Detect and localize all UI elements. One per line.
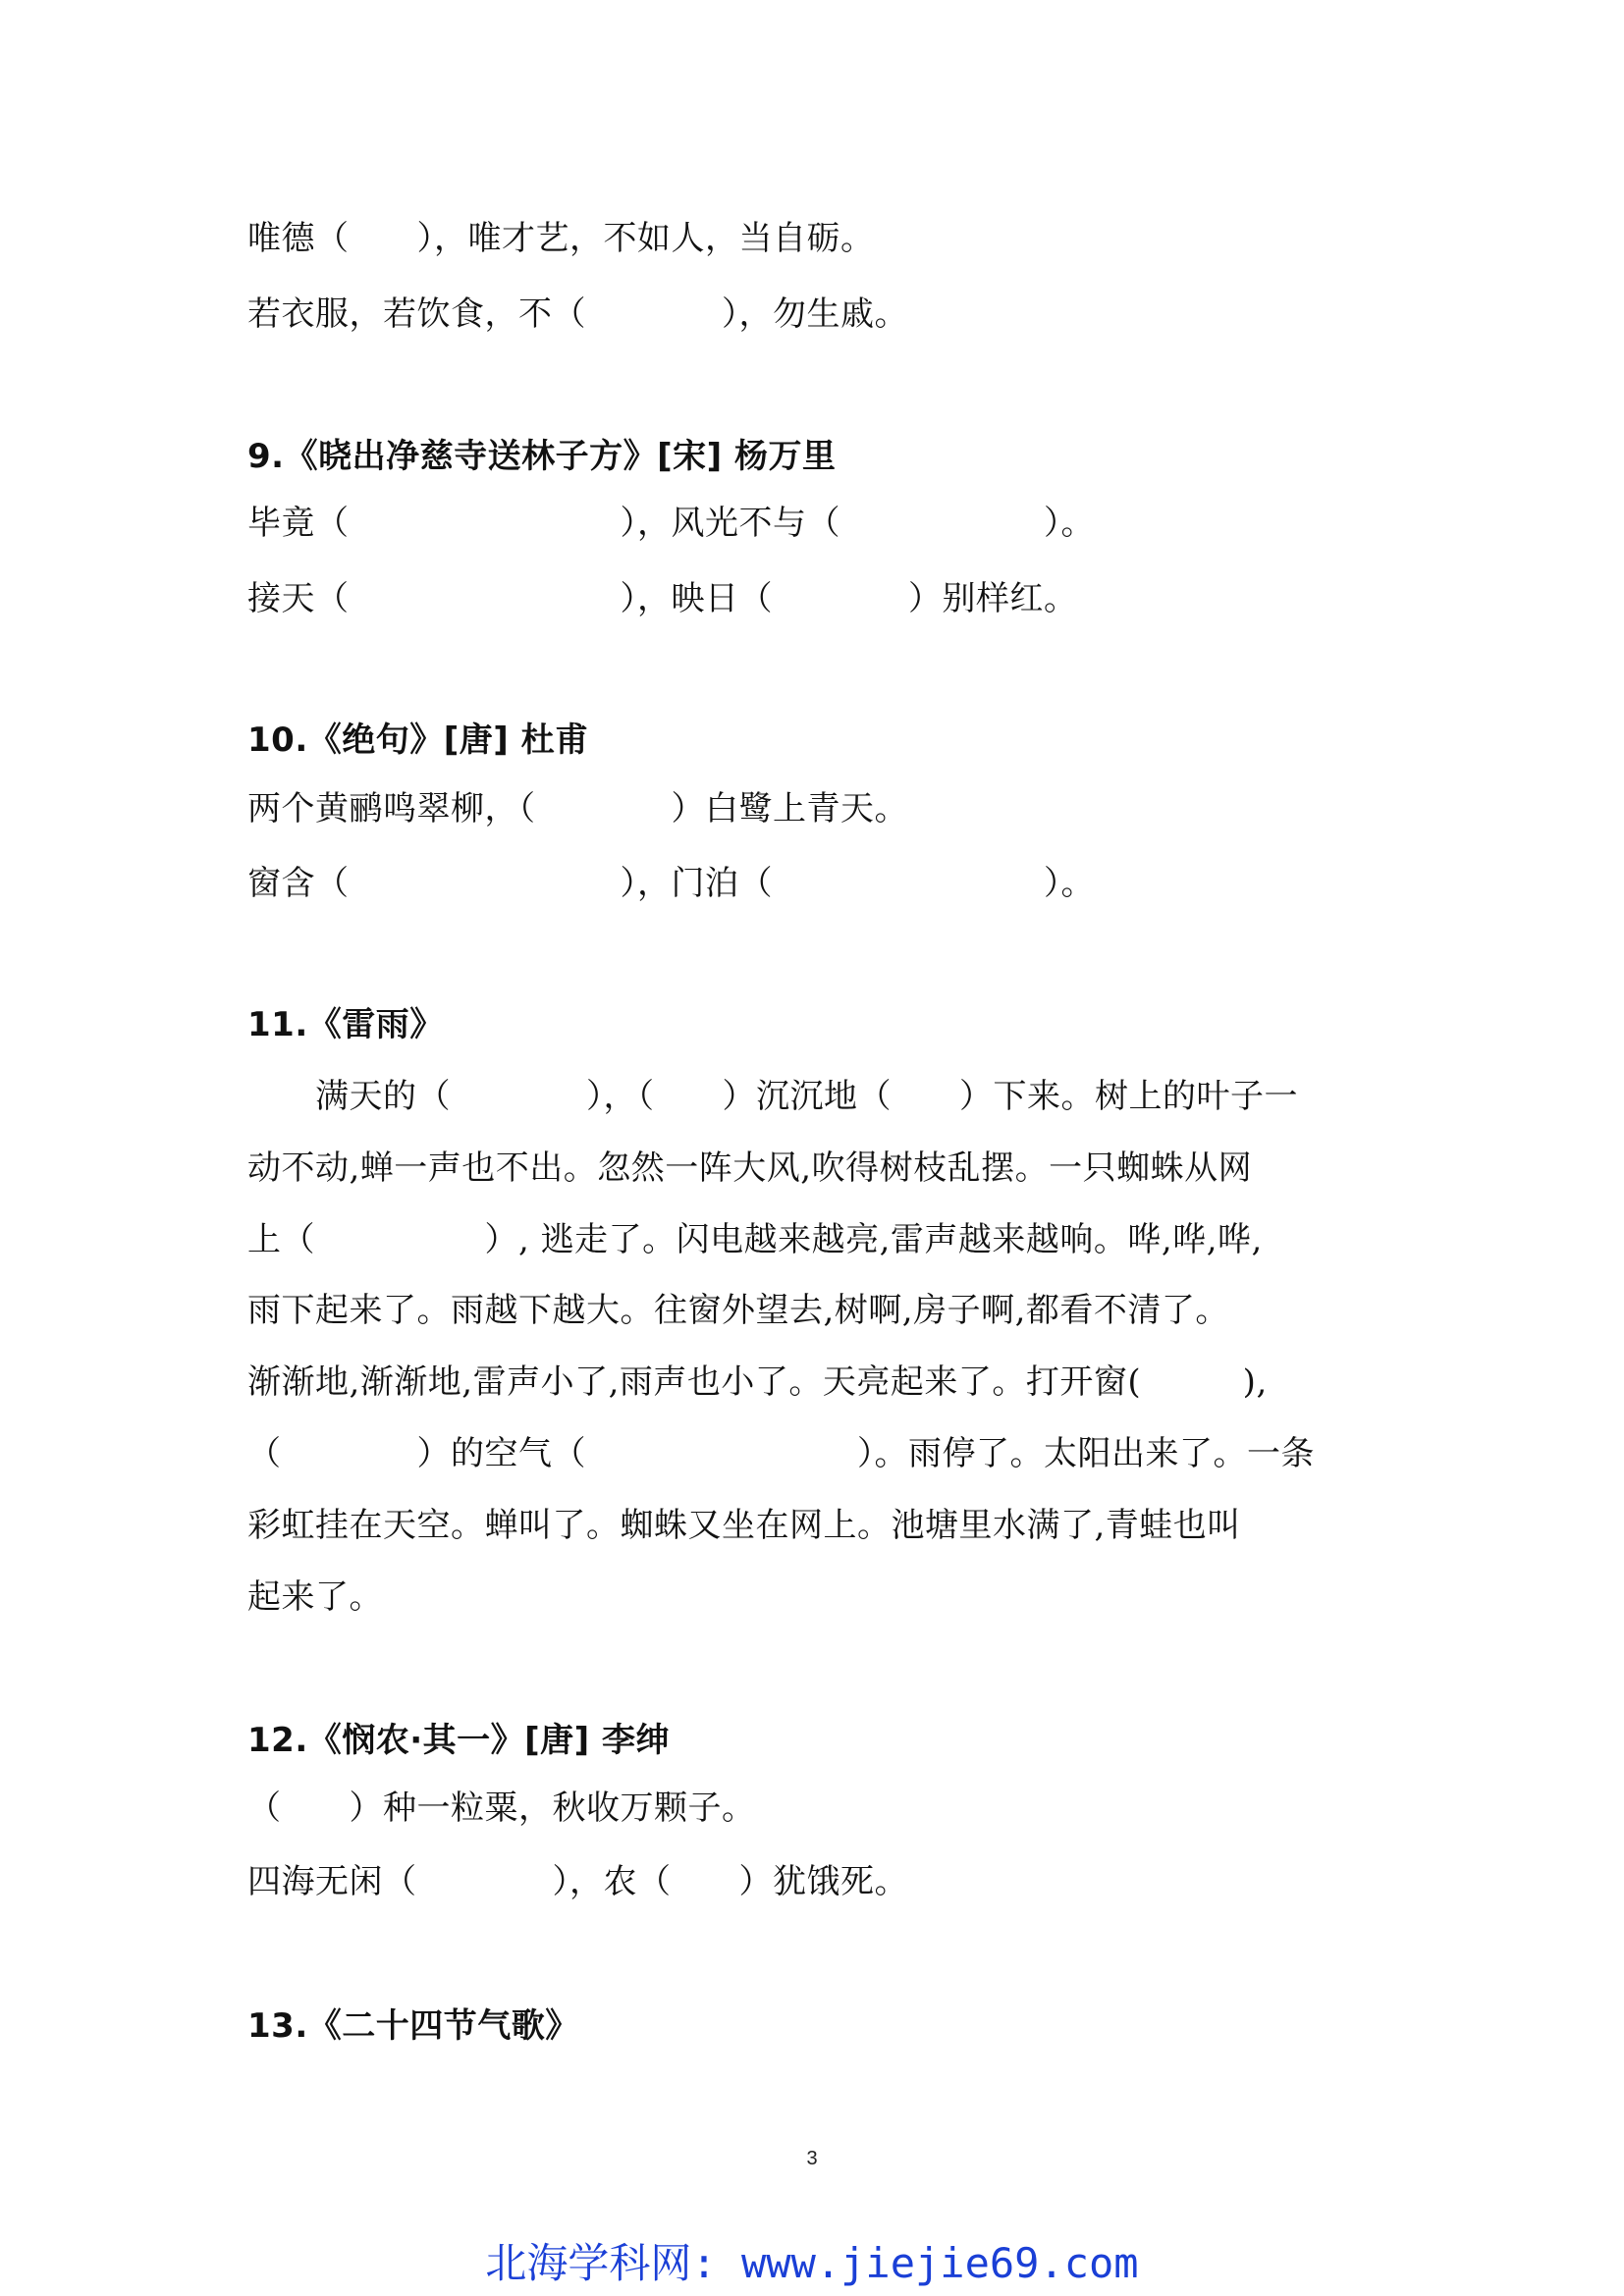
verse-line: 若衣服，若饮食，不（ ），勿生戚。 bbox=[247, 294, 908, 334]
poem-heading: 11.《雷雨》 bbox=[247, 1005, 444, 1044]
prose-line: 起来了。 bbox=[247, 1577, 383, 1617]
verse-line: 四海无闲（ ），农（ ）犹饿死。 bbox=[247, 1862, 908, 1901]
verse-line: 唯德（ ），唯才艺，不如人，当自砺。 bbox=[247, 219, 875, 258]
prose-line: 上（ ）, 逃走了。闪电越来越亮,雷声越来越响。哗,哗,哗, bbox=[247, 1220, 1263, 1259]
prose-line: 雨下起来了。雨越下越大。往窗外望去,树啊,房子啊,都看不清了。 bbox=[247, 1291, 1229, 1330]
verse-line: （ ）种一粒粟，秋收万颗子。 bbox=[247, 1789, 756, 1828]
poem-heading: 12.《悯农·其一》[唐] 李绅 bbox=[247, 1721, 671, 1760]
verse-line: 接天（ ），映日（ ）别样红。 bbox=[247, 579, 1078, 618]
poem-heading: 9.《晓出净慈寺送林子方》[宋] 杨万里 bbox=[247, 437, 837, 476]
verse-line: 毕竟（ ），风光不与（ ）。 bbox=[247, 504, 1095, 543]
prose-line: 满天的（ ），（ ）沉沉地（ ）下来。树上的叶子一 bbox=[247, 1077, 1298, 1116]
prose-line: 彩虹挂在天空。蝉叫了。蜘蛛又坐在网上。池塘里水满了,青蛙也叫 bbox=[247, 1506, 1241, 1545]
verse-line: 窗含（ ），门泊（ ）。 bbox=[247, 864, 1095, 903]
prose-line: （ ）的空气（ ）。雨停了。太阳出来了。一条 bbox=[247, 1434, 1315, 1473]
prose-line: 动不动,蝉一声也不出。忽然一阵大风,吹得树枝乱摆。一只蜘蛛从网 bbox=[247, 1148, 1253, 1188]
poem-heading: 10.《绝句》[唐] 杜甫 bbox=[247, 721, 589, 760]
site-watermark: 北海学科网: www.jiejie69.com bbox=[485, 2239, 1139, 2287]
prose-line: 渐渐地,渐渐地,雷声小了,雨声也小了。天亮起来了。打开窗( ), bbox=[247, 1362, 1268, 1402]
verse-line: 两个黄鹂鸣翠柳，（ ）白鹭上青天。 bbox=[247, 789, 908, 828]
poem-heading: 13.《二十四节气歌》 bbox=[247, 2006, 579, 2046]
page-number: 3 bbox=[806, 2148, 818, 2169]
